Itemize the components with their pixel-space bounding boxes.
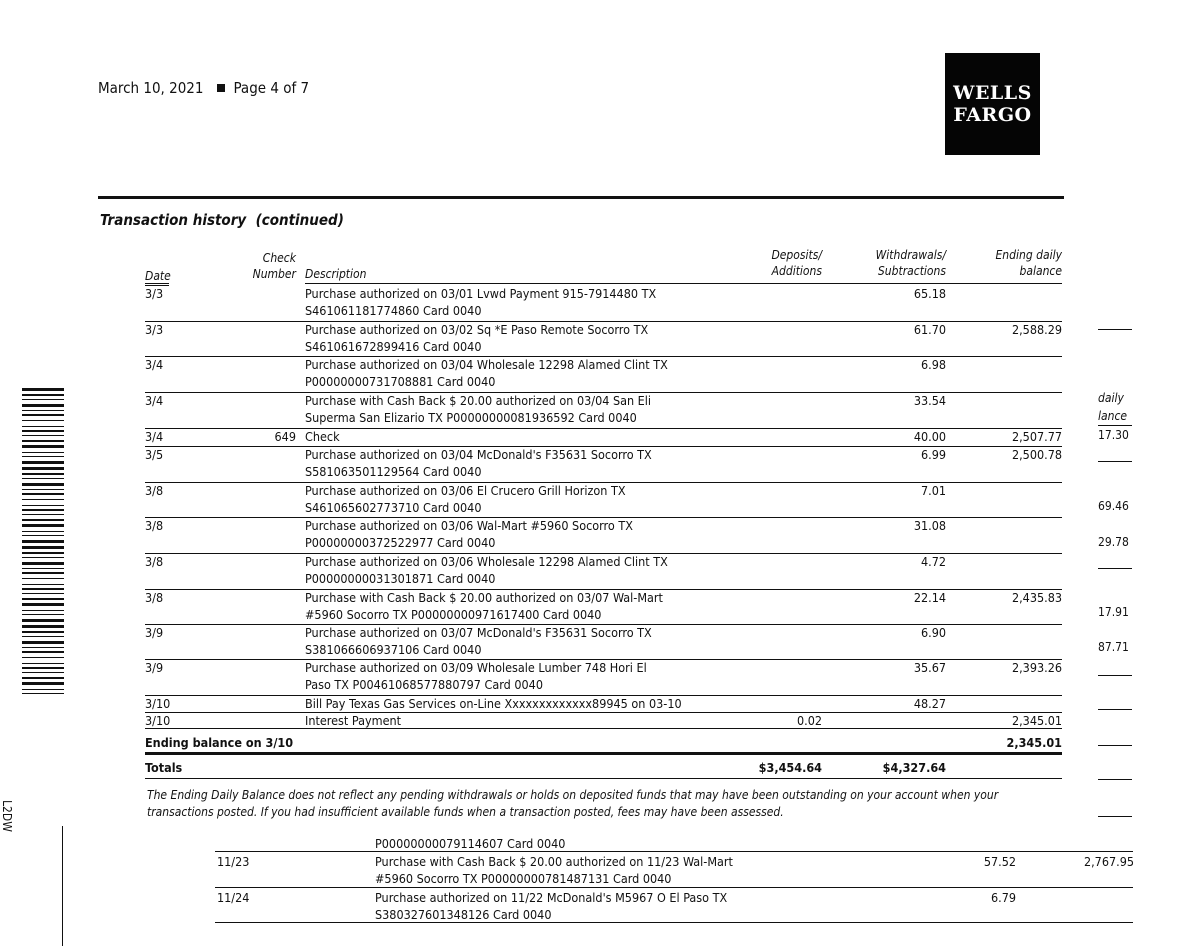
transaction-date: 3/8 bbox=[145, 554, 164, 569]
statement-date: March 10, 2021 bbox=[98, 79, 204, 97]
transaction-date: 3/8 bbox=[145, 590, 164, 605]
fragment-value-4: 17.91 bbox=[1098, 605, 1129, 619]
row-date-rule bbox=[145, 712, 169, 713]
bottom-rule bbox=[215, 851, 1133, 852]
barcode-bar bbox=[22, 478, 64, 479]
row-date-rule bbox=[145, 553, 169, 554]
transaction-row bbox=[0, 446, 1200, 482]
row-date-rule bbox=[145, 659, 169, 660]
section-title-suffix: (continued) bbox=[255, 211, 344, 229]
transaction-date: 3/5 bbox=[145, 447, 164, 462]
fragment-rule bbox=[1098, 779, 1132, 780]
barcode-bar bbox=[22, 667, 64, 669]
transaction-deposit: 0.02 bbox=[796, 713, 822, 728]
barcode-graphic bbox=[22, 388, 64, 696]
bottom-row-1-desc2: #5960 Socorro TX P00000000781487131 Card 0040 bbox=[375, 871, 672, 886]
transaction-withdrawal: 31.08 bbox=[913, 518, 946, 533]
transaction-row bbox=[0, 356, 1200, 392]
transaction-withdrawal: 33.54 bbox=[913, 393, 946, 408]
barcode-bar bbox=[22, 505, 64, 506]
col-header-date: Date bbox=[145, 269, 171, 283]
logo-line-1: WELLS bbox=[953, 82, 1032, 104]
barcode-bar bbox=[22, 689, 64, 690]
transaction-description-line2: S381066606937106 Card 0040 bbox=[305, 642, 482, 657]
barcode-bar bbox=[22, 426, 64, 427]
barcode-bar bbox=[22, 584, 64, 585]
col-header-end-l1: Ending daily bbox=[995, 248, 1062, 262]
barcode-bar bbox=[22, 552, 64, 554]
barcode-bar bbox=[22, 614, 64, 615]
transaction-date: 3/4 bbox=[145, 357, 164, 372]
transaction-description-line2: S461061181774860 Card 0040 bbox=[305, 303, 482, 318]
bullet-square-icon bbox=[217, 84, 225, 92]
totals-divider bbox=[145, 752, 1062, 755]
transaction-description: Purchase authorized on 03/02 Sq *E Paso Remote Socorro TX bbox=[305, 322, 649, 337]
balance-footnote: The Ending Daily Balance does not reflect any pending withdrawals or holds on deposited funds that may have been outstanding on your account when your transactions posted. If you had insufficient available funds when a transaction posted, fees may have been assessed. bbox=[147, 788, 999, 819]
fragment-daily: daily bbox=[1098, 391, 1124, 405]
transaction-row bbox=[0, 659, 1200, 695]
transaction-ending-balance: 2,500.78 bbox=[1011, 447, 1062, 462]
col-underline-main bbox=[305, 283, 1062, 284]
barcode-bar bbox=[22, 636, 64, 637]
transaction-withdrawal: 7.01 bbox=[920, 483, 946, 498]
barcode-bar bbox=[22, 461, 64, 464]
transaction-description: Purchase authorized on 03/04 McDonald's F35631 Socorro TX bbox=[305, 447, 652, 462]
transaction-withdrawal: 6.99 bbox=[920, 447, 946, 462]
transaction-row bbox=[0, 285, 1200, 321]
barcode-bar bbox=[22, 493, 64, 495]
barcode-bar bbox=[22, 473, 64, 475]
barcode-bar bbox=[22, 414, 64, 416]
col-header-dep-l1: Deposits/ bbox=[771, 248, 822, 262]
transaction-date: 3/4 bbox=[145, 429, 164, 444]
transaction-description: Purchase with Cash Back $ 20.00 authorized on 03/07 Wal-Mart bbox=[305, 590, 663, 605]
totals-deposits: $3,454.64 bbox=[758, 760, 822, 775]
barcode-bar bbox=[22, 445, 64, 448]
barcode-bar bbox=[22, 562, 64, 565]
col-header-wd-l1: Withdrawals/ bbox=[875, 248, 946, 262]
fragment-lance: lance bbox=[1098, 409, 1128, 423]
transaction-withdrawal: 35.67 bbox=[913, 660, 946, 675]
totals-underline bbox=[145, 778, 1062, 779]
page-number: Page 4 of 7 bbox=[233, 79, 310, 97]
fragment-value-5: 87.71 bbox=[1098, 640, 1129, 654]
row-date-rule bbox=[145, 356, 169, 357]
transaction-row bbox=[0, 392, 1200, 428]
barcode-bar bbox=[22, 440, 64, 442]
transaction-withdrawal: 65.18 bbox=[913, 286, 946, 301]
totals-label: Totals bbox=[145, 760, 183, 775]
transaction-withdrawal: 48.27 bbox=[913, 696, 946, 711]
transaction-row bbox=[0, 482, 1200, 518]
transaction-date: 3/8 bbox=[145, 483, 164, 498]
transaction-row bbox=[0, 517, 1200, 553]
barcode-bar bbox=[22, 603, 64, 606]
barcode-bar bbox=[22, 625, 64, 628]
barcode-bar bbox=[22, 456, 64, 457]
barcode-bar bbox=[22, 651, 64, 653]
row-date-rule bbox=[145, 285, 169, 286]
transaction-description: Purchase authorized on 03/09 Wholesale Lumber 748 Hori El bbox=[305, 660, 647, 675]
barcode-bar bbox=[22, 519, 64, 521]
fragment-rule bbox=[1098, 816, 1132, 817]
transaction-withdrawal: 6.90 bbox=[920, 625, 946, 640]
bottom-row-2-desc2: S380327601348126 Card 0040 bbox=[375, 907, 552, 922]
barcode-bar bbox=[22, 399, 64, 400]
transaction-row bbox=[0, 589, 1200, 625]
barcode-bar bbox=[22, 410, 64, 411]
barcode-bar bbox=[22, 657, 64, 658]
row-date-rule bbox=[145, 482, 169, 483]
transaction-description: Bill Pay Texas Gas Services on-Line Xxxxxxxxxxxxx89945 on 03-10 bbox=[305, 696, 682, 711]
transaction-description: Purchase authorized on 03/01 Lvwd Payment 915-7914480 TX bbox=[305, 286, 657, 301]
totals-withdrawals: $4,327.64 bbox=[882, 760, 946, 775]
barcode-bar bbox=[22, 499, 64, 500]
fragment-value-1: 17.30 bbox=[1098, 428, 1129, 442]
transaction-withdrawal: 40.00 bbox=[913, 429, 946, 444]
bottom-row-1-withdrawal: 57.52 bbox=[983, 854, 1016, 869]
transaction-withdrawal: 4.72 bbox=[920, 554, 946, 569]
barcode-bar bbox=[22, 588, 64, 590]
side-code: L2DW bbox=[0, 800, 14, 832]
transaction-description-line2: Superma San Elizario TX P00000000081936592 Card 0040 bbox=[305, 410, 637, 425]
transaction-ending-balance: 2,588.29 bbox=[1011, 322, 1062, 337]
transaction-description: Purchase authorized on 03/06 Wal-Mart #5960 Socorro TX bbox=[305, 518, 633, 533]
transaction-description-line2: P00000000372522977 Card 0040 bbox=[305, 535, 496, 550]
transaction-ending-balance: 2,345.01 bbox=[1011, 713, 1062, 728]
section-title bbox=[100, 211, 344, 229]
transaction-check-number: 649 bbox=[274, 429, 296, 444]
transaction-ending-balance: 2,393.26 bbox=[1011, 660, 1062, 675]
col-header-deposits bbox=[760, 247, 822, 279]
col-underline-date bbox=[145, 283, 169, 284]
bottom-row-1-balance: 2,767.95 bbox=[1083, 854, 1134, 869]
transaction-row bbox=[0, 553, 1200, 589]
transaction-ending-balance: 2,435.83 bbox=[1011, 590, 1062, 605]
transaction-date: 3/3 bbox=[145, 322, 164, 337]
transaction-description: Purchase authorized on 03/07 McDonald's F35631 Socorro TX bbox=[305, 625, 652, 640]
barcode-bar bbox=[22, 531, 64, 532]
fragment-rule bbox=[1098, 675, 1132, 676]
bottom-row-1-desc1: Purchase with Cash Back $ 20.00 authorized on 11/23 Wal-Mart bbox=[375, 854, 733, 869]
transaction-row bbox=[0, 624, 1200, 660]
transaction-description-line2: S581063501129564 Card 0040 bbox=[305, 464, 482, 479]
barcode-bar bbox=[22, 619, 64, 622]
transaction-ending-balance: 2,507.77 bbox=[1011, 429, 1062, 444]
row-date-rule bbox=[145, 695, 169, 696]
logo-line-2: FARGO bbox=[953, 104, 1032, 126]
bottom-row-1-date: 11/23 bbox=[217, 854, 250, 869]
transaction-withdrawal: 61.70 bbox=[913, 322, 946, 337]
transaction-withdrawal: 6.98 bbox=[920, 357, 946, 372]
row-date-rule bbox=[145, 446, 169, 447]
ending-balance-value: 2,345.01 bbox=[1006, 735, 1062, 750]
transaction-description-line2: P00000000031301871 Card 0040 bbox=[305, 571, 496, 586]
barcode-bar bbox=[22, 598, 64, 600]
barcode-bar bbox=[22, 540, 64, 543]
barcode-bar bbox=[22, 489, 64, 490]
transaction-date: 3/3 bbox=[145, 286, 164, 301]
transaction-description-line2: S461065602773710 Card 0040 bbox=[305, 500, 482, 515]
col-header-check-l1: Check bbox=[262, 251, 296, 265]
bottom-row-2 bbox=[0, 889, 1200, 925]
bottom-row-1 bbox=[0, 853, 1200, 889]
fragment-rule bbox=[1098, 425, 1132, 426]
barcode-bar bbox=[22, 546, 64, 549]
transaction-description: Purchase with Cash Back $ 20.00 authorized on 03/04 San Eli bbox=[305, 393, 652, 408]
barcode-bar bbox=[22, 467, 64, 470]
barcode-bar bbox=[22, 663, 64, 664]
bottom-lead-desc: P00000000079114607 Card 0040 bbox=[375, 836, 566, 851]
barcode-bar bbox=[22, 535, 64, 536]
barcode-bar bbox=[22, 647, 64, 648]
transaction-description-line2: Paso TX P00461068577880797 Card 0040 bbox=[305, 677, 543, 692]
barcode-bar bbox=[22, 394, 64, 396]
transaction-date: 3/4 bbox=[145, 393, 164, 408]
barcode-bar bbox=[22, 682, 64, 685]
transaction-date: 3/10 bbox=[145, 696, 171, 711]
barcode-bar bbox=[22, 641, 64, 644]
transaction-date: 3/10 bbox=[145, 713, 171, 728]
barcode-bar bbox=[22, 509, 64, 511]
row-date-rule bbox=[145, 392, 169, 393]
barcode-bar bbox=[22, 404, 64, 407]
barcode-bar bbox=[22, 568, 64, 569]
col-header-wd-l2: Subtractions bbox=[877, 264, 946, 278]
barcode-bar bbox=[22, 557, 64, 558]
barcode-bar bbox=[22, 578, 64, 579]
barcode-bar bbox=[22, 572, 64, 574]
row-date-rule bbox=[145, 428, 169, 429]
barcode-bar bbox=[22, 631, 64, 633]
transaction-description-line2: P00000000731708881 Card 0040 bbox=[305, 374, 496, 389]
barcode-bar bbox=[22, 420, 64, 421]
transaction-description: Purchase authorized on 03/06 Wholesale 12298 Alamed Clint TX bbox=[305, 554, 668, 569]
transaction-description: Check bbox=[305, 429, 340, 444]
ending-balance-label: Ending balance on 3/10 bbox=[145, 735, 294, 750]
transaction-description: Interest Payment bbox=[305, 713, 402, 728]
fragment-rule bbox=[1098, 709, 1132, 710]
row-date-rule bbox=[145, 517, 169, 518]
wells-fargo-logo bbox=[945, 53, 1040, 155]
col-header-description: Description bbox=[305, 267, 367, 281]
fragment-rule bbox=[1098, 329, 1132, 330]
barcode-bar bbox=[22, 524, 64, 527]
bottom-row-2-date: 11/24 bbox=[217, 890, 250, 905]
transaction-description: Purchase authorized on 03/06 El Crucero Grill Horizon TX bbox=[305, 483, 626, 498]
header-divider bbox=[98, 196, 1064, 199]
barcode-bar bbox=[22, 514, 64, 515]
fragment-rule bbox=[1098, 568, 1132, 569]
row-date-rule bbox=[145, 321, 169, 322]
fragment-value-2: 69.46 bbox=[1098, 499, 1129, 513]
barcode-bar bbox=[22, 593, 64, 594]
col-header-dep-l2: Additions bbox=[771, 264, 822, 278]
transaction-withdrawal: 22.14 bbox=[913, 590, 946, 605]
transaction-row bbox=[0, 321, 1200, 357]
barcode-bar bbox=[22, 677, 64, 679]
fragment-value-3: 29.78 bbox=[1098, 535, 1129, 549]
statement-header bbox=[98, 79, 309, 97]
col-header-check-number bbox=[246, 250, 296, 282]
transaction-date: 3/8 bbox=[145, 518, 164, 533]
bottom-row-2-desc1: Purchase authorized on 11/22 McDonald's M5967 O El Paso TX bbox=[375, 890, 728, 905]
col-header-end-l2: balance bbox=[1019, 264, 1062, 278]
barcode-bar bbox=[22, 672, 64, 673]
col-header-withdrawals bbox=[860, 247, 946, 279]
bottom-rule bbox=[215, 922, 1133, 923]
barcode-bar bbox=[22, 483, 64, 486]
transaction-date: 3/9 bbox=[145, 660, 164, 675]
barcode-bar bbox=[22, 388, 64, 391]
fragment-rule bbox=[1098, 745, 1132, 746]
transaction-description: Purchase authorized on 03/04 Wholesale 12298 Alamed Clint TX bbox=[305, 357, 668, 372]
table-bottom-rule bbox=[145, 728, 1062, 729]
section-title-text: Transaction history bbox=[100, 211, 247, 229]
barcode-bar bbox=[22, 430, 64, 432]
barcode-bar bbox=[22, 693, 64, 694]
transaction-description-line2: S461061672899416 Card 0040 bbox=[305, 339, 482, 354]
transaction-description-line2: #5960 Socorro TX P00000000971617400 Card 0040 bbox=[305, 607, 602, 622]
barcode-bar bbox=[22, 435, 64, 436]
col-header-ending-balance bbox=[980, 247, 1062, 279]
col-header-check-l2: Number bbox=[252, 267, 296, 281]
barcode-bar bbox=[22, 610, 64, 611]
bottom-row-2-withdrawal: 6.79 bbox=[990, 890, 1016, 905]
transaction-date: 3/9 bbox=[145, 625, 164, 640]
row-date-rule bbox=[145, 589, 169, 590]
barcode-bar bbox=[22, 452, 64, 453]
bottom-rule bbox=[215, 887, 1133, 888]
row-date-rule bbox=[145, 624, 169, 625]
fragment-rule bbox=[1098, 461, 1132, 462]
